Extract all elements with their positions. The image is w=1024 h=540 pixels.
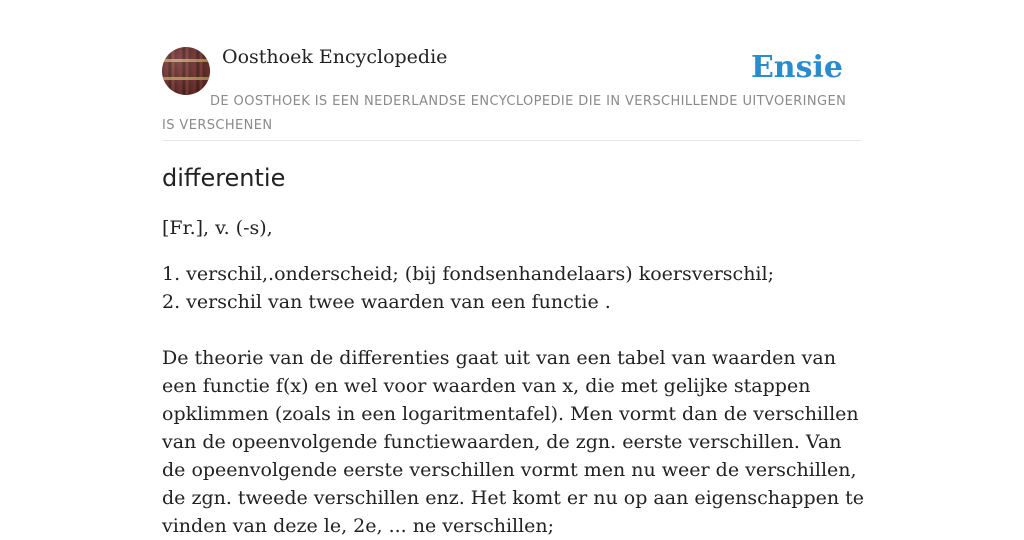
entry-title: differentie bbox=[162, 164, 286, 192]
site-tagline: DE OOSTHOEK IS EEN NEDERLANDSE ENCYCLOPEDIE DIE IN VERSCHILLENDE UITVOERINGEN IS VERSCHENEN bbox=[162, 94, 847, 133]
entry-meta: [Fr.], v. (-s), bbox=[162, 217, 273, 239]
definition-list bbox=[162, 260, 867, 316]
brand-logo[interactable]: Ensie bbox=[750, 50, 843, 85]
site-header bbox=[162, 0, 862, 141]
entry-content bbox=[162, 160, 867, 540]
entry-body: De theorie van de differenties gaat uit van een tabel van waarden van een functie f(x) en wel voor waarden van x, die met gelijke stappen opklimmen (zoals in een logaritmentafel). Men vormt dan de verschillen van de opeenvolgende functiewaarden, de zgn. eerste verschillen. Van de opeenvolgende eerste verschillen vormt men nu weer de verschillen, de zgn. tweede verschillen enz. Het komt er nu op aan eigenschappen te vinden van deze le, 2e, ... ne verschillen; bbox=[162, 347, 865, 537]
site-title[interactable]: Oosthoek Encyclopedie bbox=[222, 46, 448, 68]
definition-item: 1. verschil,.onderscheid; (bij fondsenhandelaars) koersverschil; bbox=[162, 263, 774, 285]
books-avatar-icon[interactable] bbox=[162, 47, 210, 95]
definition-item: 2. verschil van twee waarden van een functie . bbox=[162, 291, 611, 313]
